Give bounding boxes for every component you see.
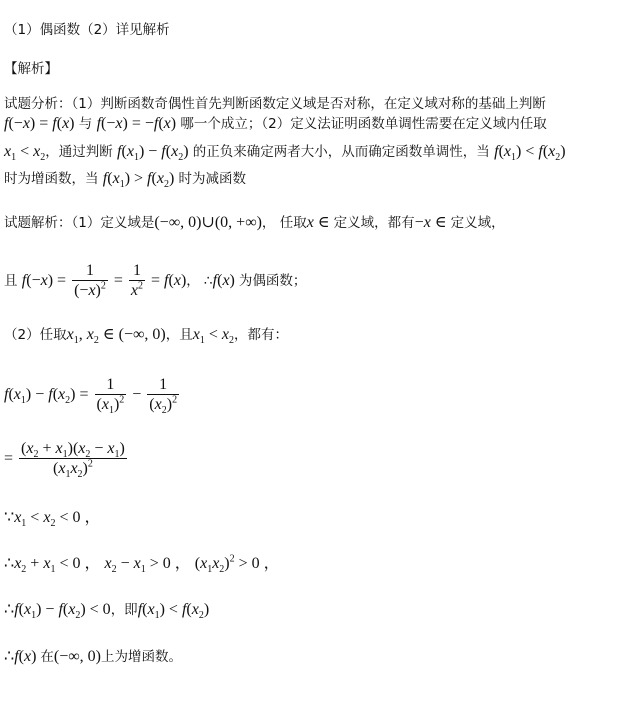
domain-expression: (−∞, 0)∪(0, +∞) [154, 214, 262, 231]
analysis-line-4: 时为增函数，当 $f(x_1) > f(x_2)$ 时为减函数 [4, 170, 247, 191]
even-function-proof: 且 f(−x) = $\frac{1}{(-x)^2}$ = $\frac{1}{x^2}$ = f(x)， ∴f(x) 为偶函数； [4, 262, 307, 299]
therefore-line-2: $\therefore f(x_1) - f(x_2) < 0$，即$f(x_1) < f(x_2)$ [4, 601, 210, 622]
section-title: 【解析】 [4, 61, 58, 77]
analysis-line-3: $x_1 < x_2$，通过判断 $f(x_1) - f(x_2)$ 的正负来确定两者大小，从而确定函数单调性，当 $f(x_1) < f(x_2)$ [4, 143, 566, 164]
analysis-text-2: 哪一个成立；（2）定义法证明函数单调性需要在定义域内任取 [176, 116, 547, 132]
difference-expression: $f(x_1) - f(x_2)$ = $\frac{1}{(x_1)^2}$ − $\frac{1}{(x_2)^2}$ [4, 376, 178, 417]
analysis-label: 试题分析： [4, 96, 72, 112]
because-line: $\because x_1 < x_2 < 0$ ， [4, 509, 101, 530]
solution-label: 试题解析： [4, 215, 72, 231]
analysis-line-1 [4, 95, 546, 113]
analysis-line-2: f(−x) = f(x) 与 f(−x) = −f(x) 哪一个成立；（2）定义法证明函数单调性需要在定义域内任取 [4, 115, 547, 132]
analysis-text-1: （1）判断函数奇偶性首先判断函数定义域是否对称，在定义域对称的基础上判断 [71, 96, 546, 112]
therefore-line-1: $\therefore x_2 + x_1 < 0$ ， $x_2 - x_1 > 0$ ， $(x_1x_2)^2 > 0$ ， [4, 553, 280, 576]
solution-line-3: （2）任取$x_1$, $x_2$ ∈ (−∞, 0)，且$x_1 < x_2$，都有： [4, 326, 288, 347]
solution-line-1: 试题解析：（1）定义域是(−∞, 0)∪(0, +∞)， 任取x ∈ 定义域，都有−x ∈ 定义域， [4, 214, 505, 231]
answer-line: （1）偶函数（2）详见解析 [4, 22, 170, 38]
factored-expression: = $\frac{(x_2 + x_1)(x_2 - x_1)}{(x_1x_2)^2}$ [4, 440, 125, 481]
conclusion-line: ∴f(x) 在(−∞, 0)上为增函数。 [4, 648, 182, 665]
